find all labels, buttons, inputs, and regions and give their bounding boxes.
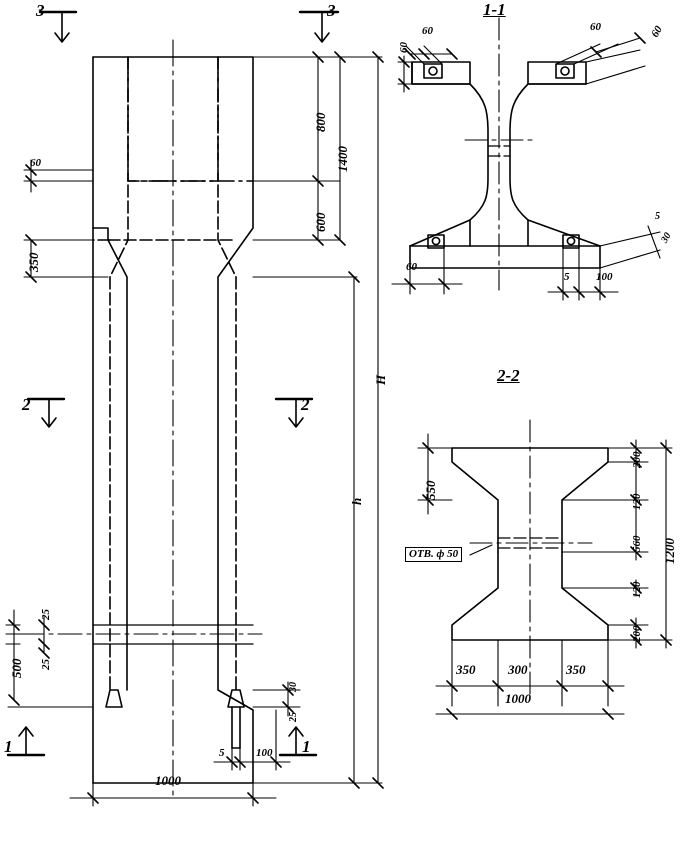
s11-top-left-plate-outer (412, 62, 470, 84)
dim-350-label: 350 (26, 252, 41, 272)
mark-2-right-label: 2 (301, 395, 310, 414)
dim-30-label: 30 (288, 682, 299, 692)
s22-350-right-label: 350 (566, 662, 586, 677)
s22-560-label: 560 (631, 535, 643, 552)
dim-800-label: 800 (313, 112, 328, 132)
s11-60-top-left-label: 60 (422, 25, 433, 37)
s11-ext-right-5 (600, 232, 660, 268)
elev-dash-top-left (128, 57, 160, 181)
s22-1000-label: 1000 (505, 691, 531, 706)
dim-100-elev-label: 100 (256, 747, 273, 759)
mark2-left-arrow (42, 399, 56, 427)
s22-1200-label: 1200 (662, 538, 677, 564)
s11-bolt-hole-tl (429, 67, 437, 75)
s11-bolt-hole-br (567, 237, 574, 244)
s11-left-web (412, 62, 488, 246)
dim-500-label: 500 (9, 658, 24, 678)
dim-1000-elev-label: 1000 (155, 773, 181, 788)
s22-200-top-label: 200 (631, 451, 643, 468)
s11-dim-60-top-right (596, 38, 640, 52)
s11-dim-leaders-tr (556, 44, 618, 64)
s11-bottom-flange (410, 246, 600, 268)
mark-1-left-label: 1 (4, 737, 13, 756)
dim-25c-label: 25 (288, 712, 299, 722)
dim-25b-label: 25 (40, 659, 52, 670)
s22-120-bot-label: 120 (631, 581, 643, 598)
dim-60-left-label: 60 (30, 157, 41, 169)
dim-1400-label: 1400 (335, 146, 350, 172)
s11-bolt-hole-bl (432, 237, 439, 244)
mark-3-left-label: 3 (36, 1, 45, 20)
mark-2-left-label: 2 (22, 395, 31, 414)
section-1-1-title: 1-1 (483, 0, 506, 19)
s22-200-bot-label: 200 (631, 625, 643, 642)
elev-dash-right-edge (218, 57, 236, 690)
s11-right-5-label: 5 (655, 211, 660, 222)
mark1-left-arrow (19, 727, 33, 755)
section-2-2-title: 2-2 (497, 366, 520, 385)
s22-hole-note: ОТВ. ф 50 (405, 547, 462, 562)
mark-3-right-label: 3 (327, 1, 336, 20)
s11-60-bottom-label: 60 (406, 261, 417, 273)
s11-bolt-hole-tr (561, 67, 569, 75)
dim-5-elev-label: 5 (219, 747, 225, 759)
bottom-left-haunch (106, 690, 122, 707)
mark-1-right-label: 1 (302, 737, 311, 756)
s22-left-top (452, 448, 498, 552)
s11-bolt-plate-tr (556, 64, 574, 78)
s11-60-v-right-label: 60 (649, 23, 666, 40)
dim-h-label: h (349, 497, 364, 505)
s11-100-label: 100 (596, 271, 613, 283)
s22-note-leader (470, 545, 492, 555)
s11-right-30-label: 30 (659, 230, 674, 245)
dim-25a-label: 25 (40, 609, 52, 620)
s22-ext-right (562, 448, 672, 640)
s22-550-label: 550 (423, 480, 438, 500)
s22-350-left-label: 350 (456, 662, 476, 677)
s11-top-right-plate-outer (528, 62, 586, 84)
s22-300-label: 300 (508, 662, 528, 677)
mark1-right-arrow (289, 727, 303, 755)
dim-600-label: 600 (313, 212, 328, 232)
s22-120-top-label: 120 (631, 493, 643, 510)
mark3-left-arrow (55, 12, 69, 42)
s11-60-v-label: 60 (398, 42, 410, 53)
s11-5-label: 5 (564, 271, 570, 283)
anchor-bolt-bottom (232, 707, 240, 748)
s11-60-top-right-label: 60 (590, 21, 601, 33)
s11-bottom-haunch (410, 220, 600, 246)
dim-H-label: H (373, 374, 388, 385)
bottom-right-haunch (228, 690, 244, 707)
elev-dash-left-edge (110, 57, 128, 690)
s11-right-web (510, 84, 586, 246)
s11-bolt-plate-tl (424, 64, 442, 78)
